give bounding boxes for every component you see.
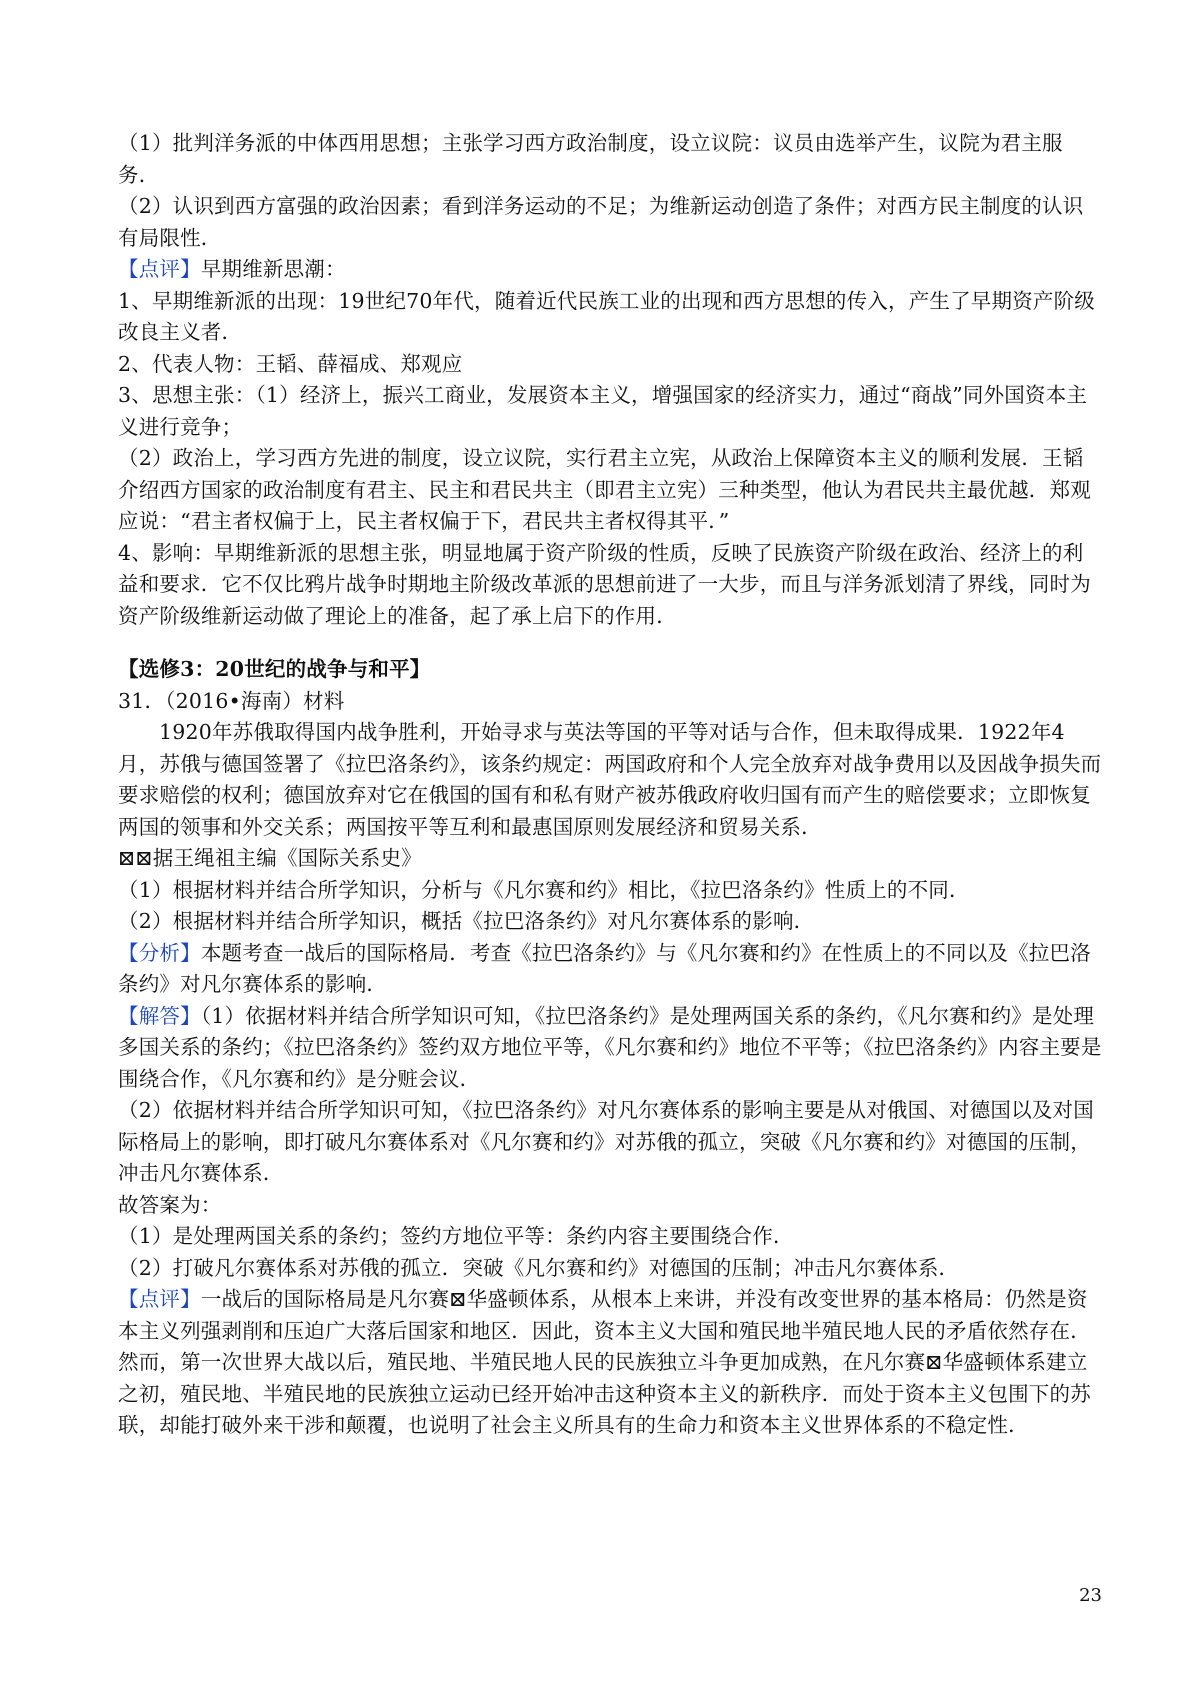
comment-intro xyxy=(118,254,1103,286)
comment-paragraph xyxy=(118,1284,1103,1442)
solution-paragraph-1 xyxy=(118,1001,1103,1096)
question-2: （2）根据材料并结合所学知识，概括《拉巴洛条约》对凡尔赛体系的影响． xyxy=(118,909,815,933)
comment-text: 一战后的国际格局是凡尔赛⊠华盛顿体系，从根本上来讲，并没有改变世界的基本格局：仍然是资本主义列强剥削和压迫广大落后国家和地区．因此，资本主义大国和殖民地半殖民地人民的矛盾依然存在．然而，第一次世界大战以后，殖民地、半殖民地人民的民族独立斗争更加成熟，在凡尔赛⊠华盛顿体系建立之初，殖民地、半殖民地的民族独立运动已经开始冲击这种资本主义的新秩序．而处于资本主义包围下的苏联，却能打破外来干涉和颠覆，也说明了社会主义所具有的生命力和资本主义世界体系的不稳定性． xyxy=(118,1287,1091,1437)
section-title: 【选修3：20世纪的战争与和平】 xyxy=(118,657,431,681)
point-3-sub: （2）政治上，学习西方先进的制度，设立议院，实行君主立宪，从政治上保障资本主义的顺利发展．王韬介绍西方国家的政治制度有君主、民主和君民共主（即君主立宪）三种类型，他认为君民共主最优越．郑观应说：“君主者权偏于上，民主者权偏于下，君民共主者权得其平．” xyxy=(118,446,1091,533)
question-material: 1920年苏俄取得国内战争胜利，开始寻求与英法等国的平等对话与合作，但未取得成果．1922年4月，苏俄与德国签署了《拉巴洛条约》，该条约规定：两国政府和个人完全放弃对战争费用以及因战争损失而要求赔偿的权利；德国放弃对它在俄国的国有和私有财产被苏俄政府收归国有而产生的赔偿要求；立即恢复两国的领事和外交关系；两国按平等互利和最惠国原则发展经济和贸易关系． xyxy=(118,720,1102,839)
answer-label: 故答案为： xyxy=(118,1192,222,1217)
question-heading: 31．（2016•海南）材料 xyxy=(118,688,345,713)
analysis-tag: 【分析】 xyxy=(118,940,201,965)
comment-tag-2: 【点评】 xyxy=(118,1287,201,1311)
solution-paragraph-2: （2）依据材料并结合所学知识可知，《拉巴洛条约》对凡尔赛体系的影响主要是从对俄国、对德国以及对国际格局上的影响，即打破凡尔赛体系对《凡尔赛和约》对苏俄的孤立，突破《凡尔赛和约》对德国的压制，冲击凡尔赛体系． xyxy=(118,1098,1094,1185)
final-answer-2: （2）打破凡尔赛体系对苏俄的孤立．突破《凡尔赛和约》对德国的压制；冲击凡尔赛体系． xyxy=(118,1255,960,1280)
material-source: ⊠⊠据王绳祖主编《国际关系史》 xyxy=(118,846,422,870)
comment-intro-text: 早期维新思潮： xyxy=(200,257,346,281)
page-number: 23 xyxy=(1079,1585,1102,1606)
page-content xyxy=(118,128,1103,1442)
point-3: 3、思想主张：（1）经济上，振兴工商业，发展资本主义，增强国家的经济实力，通过“商战”同外国资本主义进行竞争； xyxy=(118,383,1088,439)
answer-paragraph-1: （1）批判洋务派的中体西用思想；主张学习西方政治制度，设立议院：议员由选举产生，议院为君主服务． xyxy=(118,131,1063,187)
final-answer-1: （1）是处理两国关系的条约；签约方地位平等：条约内容主要围绕合作． xyxy=(118,1224,794,1248)
answer-paragraph-2: （2）认识到西方富强的政治因素；看到洋务运动的不足；为维新运动创造了条件；对西方民主制度的认识有局限性． xyxy=(118,194,1084,250)
analysis-text: 本题考查一战后的国际格局．考查《拉巴洛条约》与《凡尔赛和约》在性质上的不同以及《拉巴洛条约》对凡尔赛体系的影响． xyxy=(118,940,1091,996)
question-1: （1）根据材料并结合所学知识，分析与《凡尔赛和约》相比，《拉巴洛条约》性质上的不同． xyxy=(118,877,970,902)
point-2: 2、代表人物：王韬、薛福成、郑观应 xyxy=(118,351,463,376)
comment-tag: 【点评】 xyxy=(118,257,201,281)
point-4: 4、影响：早期维新派的思想主张，明显地属于资产阶级的性质，反映了民族资产阶级在政治、经济上的利益和要求．它不仅比鸦片战争时期地主阶级改革派的思想前进了一大步，而且与洋务派划清了界线，同时为资产阶级维新运动做了理论上的准备，起了承上启下的作用． xyxy=(118,540,1091,628)
solution-tag: 【解答】 xyxy=(118,1003,201,1028)
analysis-paragraph xyxy=(118,938,1103,1001)
point-1: 1、早期维新派的出现：19世纪70年代，随着近代民族工业的出现和西方思想的传入，产生了早期资产阶级改良主义者． xyxy=(118,288,1096,344)
solution-text-1: （1）依据材料并结合所学知识可知，《拉巴洛条约》是处理两国关系的条约，《凡尔赛和约》是处理多国关系的条约；《拉巴洛条约》签约双方地位平等，《凡尔赛和约》地位不平等；《拉巴洛条约》内容主要是围绕合作，《凡尔赛和约》是分赃会议． xyxy=(118,1003,1102,1091)
